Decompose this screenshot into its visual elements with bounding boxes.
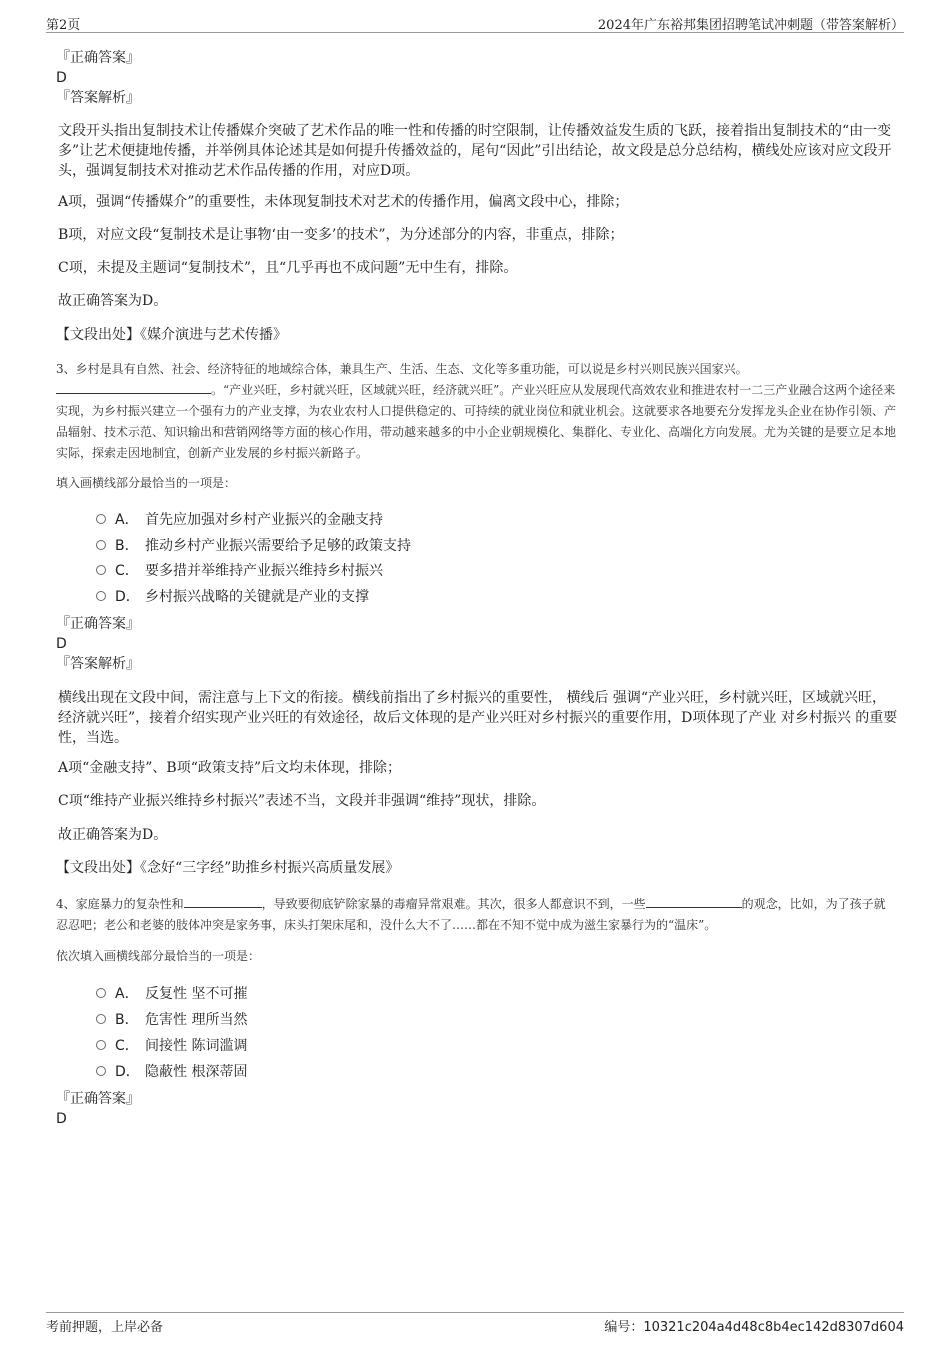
radio-icon[interactable]: [96, 540, 106, 550]
prev-answer-block: [56, 48, 896, 108]
option-c[interactable]: C． 要多措并举维持产业振兴维持乡村振兴: [96, 561, 383, 581]
q4-answer-block: [56, 1089, 896, 1129]
fill-blank: [646, 895, 742, 908]
analysis-paragraph: 故正确答案为D。: [58, 293, 168, 309]
option-a[interactable]: A． 首先应加强对乡村产业振兴的金融支持: [96, 510, 383, 530]
radio-icon[interactable]: [96, 514, 106, 524]
radio-icon[interactable]: [96, 591, 106, 601]
radio-icon[interactable]: [96, 988, 106, 998]
option-b[interactable]: B． 危害性 理所当然: [96, 1010, 247, 1030]
answer-value: D: [56, 1111, 67, 1127]
option-d[interactable]: D． 隐蔽性 根深蒂固: [96, 1062, 247, 1082]
document-id: 编号：10321c204a4d48c8b4ec142d8307d604: [604, 1320, 904, 1335]
question-3-text-b: 。“产业兴旺，乡村就兴旺，区域就兴旺，经济就兴旺”。产业兴旺应从发展现代高效农业和推进农村一二三产业融合这两个途径来实现，为乡村振兴建立一个强有力的产业支撑，为农业农村人口提供稳定的、可持续的就业岗位和就业机会。这就要求各地要充分发挥龙头企业在协作引领、产品辐射、技术示范、知识输出和营销网络等方面的核心作用，带动越来越多的中小企业朝规模化、集群化、专业化、高端化方向发展。尤为关键的是要立足本地实际，探索走因地制宜，创新产业发展的乡村振兴新路子。: [56, 383, 897, 460]
question-3-text: [56, 359, 896, 464]
answer-label: 『正确答案』: [56, 50, 140, 66]
source-citation: 【文段出处】《媒介演进与艺术传播》: [56, 327, 287, 343]
question-3-text-a: 3、乡村是具有自然、社会、经济特征的地域综合体，兼具生产、生活、生态、文化等多重功能，可以说是乡村兴则民族兴国家兴。: [56, 362, 748, 376]
analysis-paragraph: 文段开头指出复制技术让传播媒介突破了艺术作品的唯一性和传播的时空限制，让传播效益发生质的飞跃，接着指出复制技术的“由一变多”让艺术便捷地传播，并举例具体论述其是如何提升传播效益的，尾句“因此”引出结论，故文段是总分总结构，横线处应该对应文段开头，强调复制技术对推动艺术作品传播的作用，对应D项。: [58, 123, 892, 179]
question-4-text: 4、家庭暴力的复杂性和 ，导致要彻底铲除家暴的毒瘤异常艰难。其次，很多人都意识不到，一些 的观念，比如，为了孩子就忍忍吧；老公和老婆的肢体冲突是家务事，床头打架床尾和，没什么大不了……都在不知不觉中成为滋生家暴行为的“温床”。: [56, 897, 886, 932]
option-b[interactable]: B． 推动乡村产业振兴需要给予足够的政策支持: [96, 536, 411, 556]
answer-value: D: [56, 70, 67, 86]
question-3-prompt: 填入画横线部分最恰当的一项是：: [56, 476, 237, 490]
analysis-paragraph: A项，强调“传播媒介”的重要性，未体现复制技术对艺术的传播作用，偏离文段中心，排除；: [58, 194, 629, 210]
answer-label: 『正确答案』: [56, 616, 140, 632]
option-c[interactable]: C． 间接性 陈词滥调: [96, 1036, 247, 1056]
answer-label: 『正确答案』: [56, 1091, 140, 1107]
analysis-label: 『答案解析』: [56, 656, 140, 672]
page-header: [46, 12, 904, 33]
analysis-paragraph: 横线出现在文段中间，需注意与上下文的衔接。横线前指出了乡村振兴的重要性， 横线后 强调“产业兴旺，乡村就兴旺，区域就兴旺，经济就兴旺”，接着介绍实现产业兴旺的有效途径，故后文体现的是产业兴旺对乡村振兴的重要作用，D项体现了产业 对乡村振兴 的重要性，当选。: [58, 690, 898, 746]
option-a[interactable]: A． 反复性 坚不可摧: [96, 984, 247, 1004]
page-number: 第2页: [46, 18, 81, 33]
analysis-paragraph: C项“维持产业振兴维持乡村振兴”表述不当，文段并非强调“维持”现状，排除。: [58, 793, 546, 809]
question-4-prompt: 依次填入画横线部分最恰当的一项是：: [56, 949, 261, 963]
q3-answer-block: [56, 614, 896, 674]
analysis-paragraph: A项“金融支持”、B项“政策支持”后文均未体现，排除；: [58, 760, 402, 776]
fill-blank: [184, 895, 262, 908]
analysis-paragraph: C项，未提及主题词“复制技术”，且“几乎再也不成问题”无中生有，排除。: [58, 260, 518, 276]
answer-value: D: [56, 636, 67, 652]
option-d[interactable]: D． 乡村振兴战略的关键就是产业的支撑: [96, 587, 369, 607]
fill-blank: [56, 381, 211, 394]
analysis-paragraph: 故正确答案为D。: [58, 827, 168, 843]
page-footer: [46, 1312, 904, 1337]
radio-icon[interactable]: [96, 1066, 106, 1076]
source-citation: 【文段出处】《念好“三字经”助推乡村振兴高质量发展》: [56, 860, 400, 876]
footer-slogan: 考前押题，上岸必备: [46, 1320, 164, 1335]
radio-icon[interactable]: [96, 565, 106, 575]
radio-icon[interactable]: [96, 1040, 106, 1050]
analysis-paragraph: B项，对应文段“复制技术是让事物‘由一变多’的技术”，为分述部分的内容，非重点，排除；: [58, 227, 624, 243]
document-title: 2024年广东裕邦集团招聘笔试冲刺题（带答案解析）: [597, 18, 904, 33]
analysis-label: 『答案解析』: [56, 90, 140, 106]
radio-icon[interactable]: [96, 1014, 106, 1024]
